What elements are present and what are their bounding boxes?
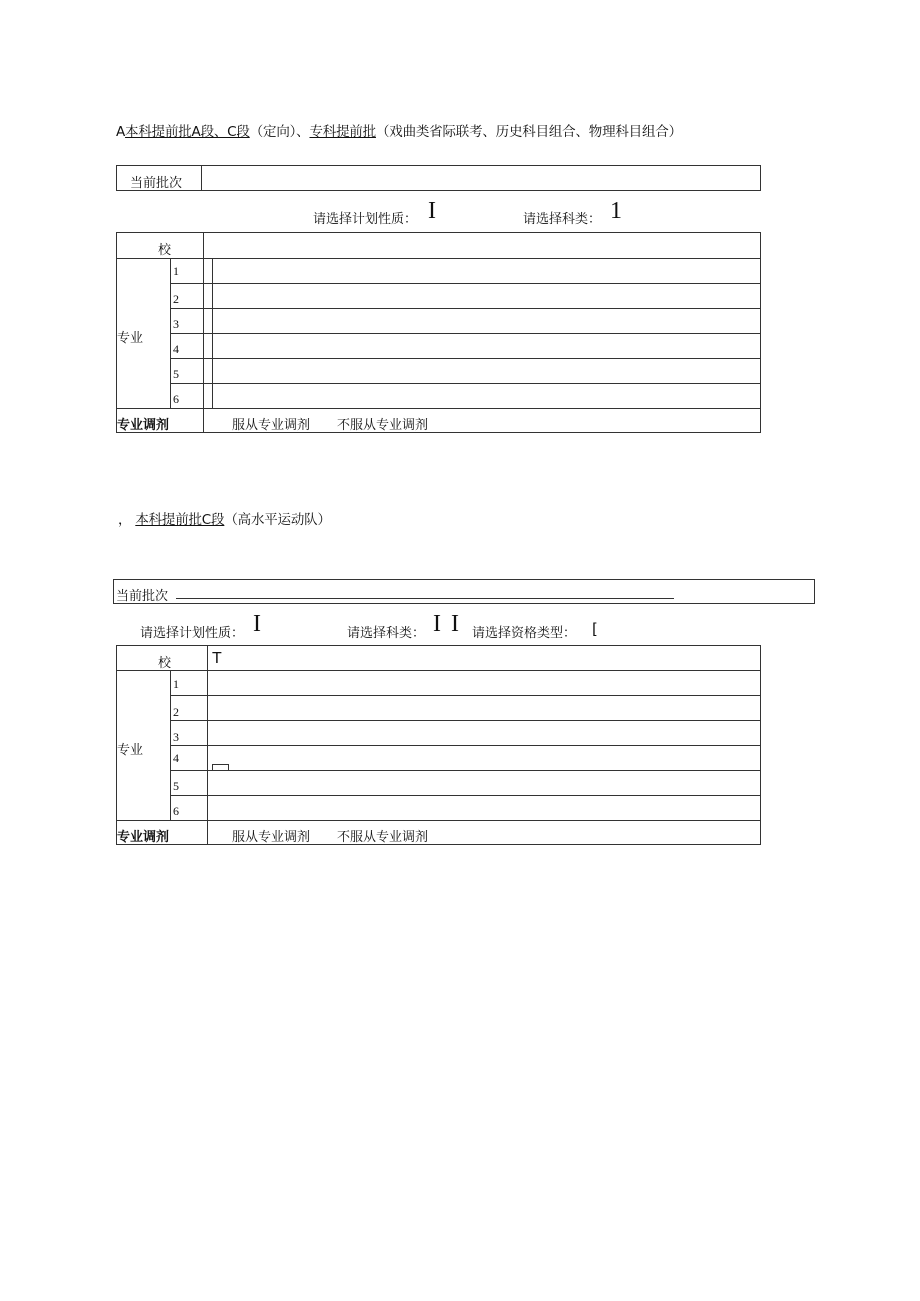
heading-link-college[interactable]: 专科提前批 <box>309 124 376 140</box>
heading-mid: （定向）、 <box>249 124 310 140</box>
heading-link-undergrad-c[interactable]: 本科提前批C段 <box>135 512 225 528</box>
section1-heading <box>116 120 682 140</box>
plan-type-label: 请选择计划性质： <box>313 212 418 227</box>
major-row-number: 4 <box>173 751 179 765</box>
major-field[interactable] <box>214 284 759 307</box>
subject-type-label: 请选择科类： <box>347 626 426 641</box>
major-field[interactable] <box>214 384 759 407</box>
adjust-label: 专业调剂 <box>117 830 170 845</box>
not-obey-adjust-option[interactable]: 不服从专业调剂 <box>337 418 429 433</box>
major-field[interactable] <box>209 796 759 819</box>
major-label: 专业 <box>117 331 144 346</box>
batch-value-field[interactable] <box>176 598 674 599</box>
batch-row <box>113 579 815 604</box>
major-field[interactable] <box>214 359 759 382</box>
heading-prefix: ， <box>118 512 132 528</box>
batch-value-field[interactable] <box>203 166 759 190</box>
major-row-number: 6 <box>173 392 179 406</box>
major-row-number: 2 <box>173 292 179 306</box>
major-row-number: 4 <box>173 342 179 356</box>
major-row-number: 5 <box>173 779 179 793</box>
major-row-number: 3 <box>173 317 179 331</box>
school-field[interactable] <box>205 233 759 257</box>
major-field[interactable] <box>214 334 759 357</box>
subject-type-label: 请选择科类： <box>523 212 602 227</box>
major-row-number: 2 <box>173 705 179 719</box>
heading-link-undergrad[interactable]: 本科提前批A段、C段 <box>125 124 250 140</box>
major-field[interactable] <box>209 696 759 719</box>
section2-heading <box>118 508 331 528</box>
batch-label: 当前批次 <box>130 176 183 191</box>
plan-type-label: 请选择计划性质： <box>140 626 245 641</box>
subject-type-select[interactable]: 1 <box>610 198 622 224</box>
school-label: 校 <box>158 243 172 258</box>
plan-type-select[interactable]: I <box>428 198 436 224</box>
batch-label: 当前批次 <box>116 589 169 604</box>
major-field[interactable] <box>209 721 759 744</box>
school-select[interactable]: T <box>212 650 222 667</box>
major-field[interactable] <box>214 259 759 282</box>
major-field[interactable] <box>209 771 759 794</box>
school-label: 校 <box>158 656 172 671</box>
qualification-type-select[interactable]: [ <box>592 620 598 638</box>
major-row-number: 6 <box>173 804 179 818</box>
major-row-number: 5 <box>173 367 179 381</box>
obey-adjust-option[interactable]: 服从专业调剂 <box>232 830 311 845</box>
heading-suffix: （戏曲类省际联考、历史科目组合、物理科目组合） <box>375 124 682 140</box>
major-field[interactable] <box>209 671 759 694</box>
major-field[interactable] <box>214 309 759 332</box>
obey-adjust-option[interactable]: 服从专业调剂 <box>232 418 311 433</box>
plan-type-select[interactable]: I <box>253 611 261 637</box>
adjust-label: 专业调剂 <box>117 418 170 433</box>
major-row-number: 1 <box>173 264 179 278</box>
major-row-number: 1 <box>173 677 179 691</box>
heading-prefix: A <box>116 124 126 140</box>
major-label: 专业 <box>117 743 144 758</box>
heading-suffix: （高水平运动队） <box>224 512 331 528</box>
select-box-icon[interactable] <box>212 764 229 770</box>
qualification-type-label: 请选择资格类型： <box>472 626 577 641</box>
subject-type-select[interactable]: I I <box>433 611 461 637</box>
major-field[interactable] <box>209 746 759 769</box>
not-obey-adjust-option[interactable]: 不服从专业调剂 <box>337 830 429 845</box>
major-row-number: 3 <box>173 730 179 744</box>
